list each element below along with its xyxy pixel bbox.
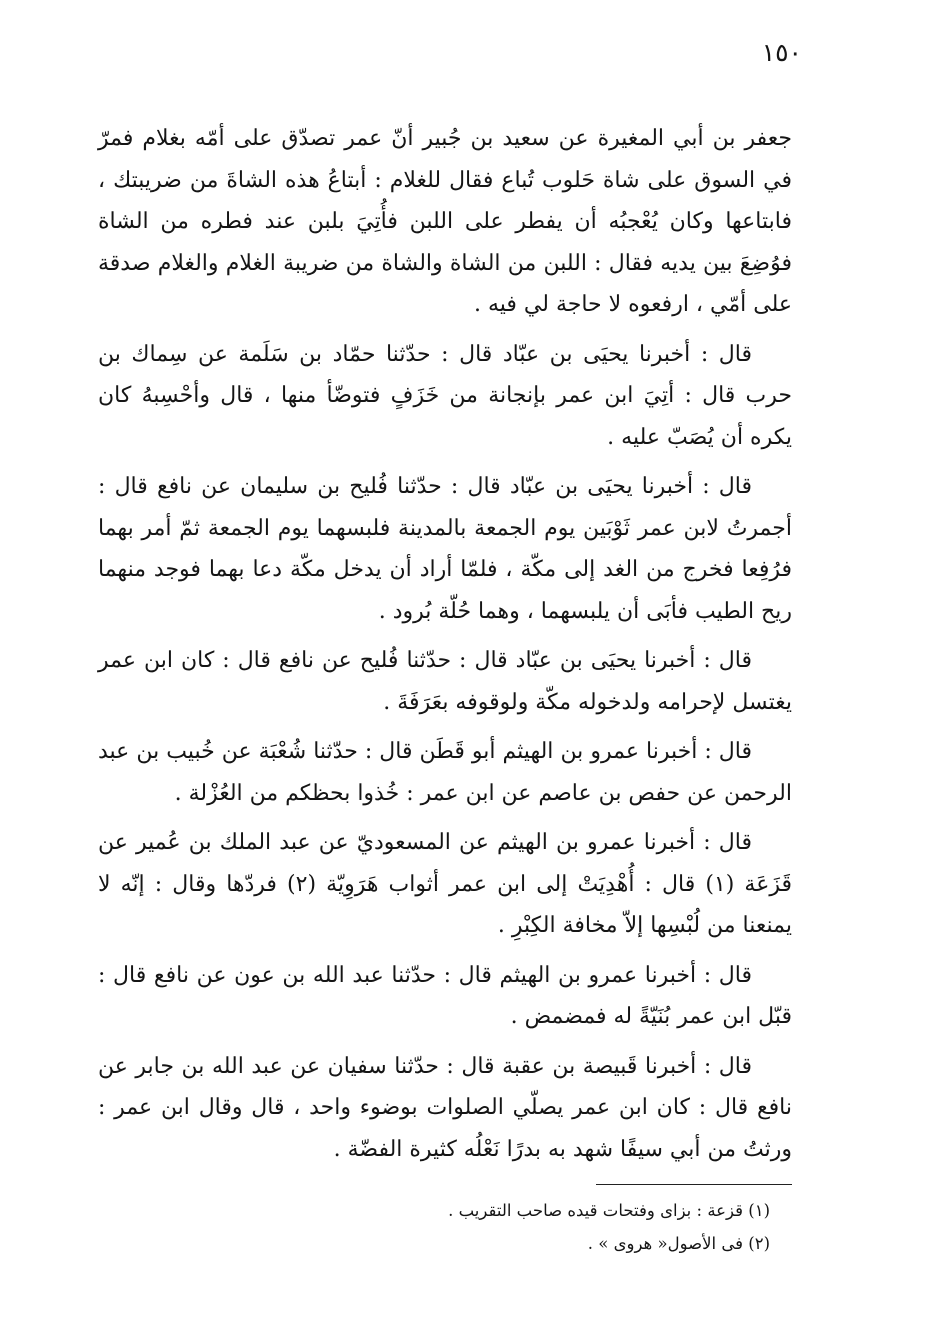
footnote: (١) قزعة : بزاى وفتحات قيده صاحب التقريب . [448, 1201, 770, 1220]
paragraph: قال : أخبرنا عمرو بن الهيثم أبو قَطَن قال : حدّثنا شُعْبَة عن خُبيب بن عبد الرحمن عن حفص بن عاصم عن ابن عمر : خُذوا بحظكم من العُزْلة . [98, 739, 792, 806]
footnote: (٢) فى الأصول« هروى » . [587, 1234, 770, 1253]
paragraph: قال : أخبرنا عمرو بن الهيثم عن المسعوديّ عن عبد الملك بن عُمير عن قَزَعَة (١) قال : أُهْدِيَتْ إلى ابن عمر أثواب هَرَوِيّة (٢) فردّها وقال : إنّه لا يمنعنا من لُبْسِها إلاّ مخافة الكِبْرِ . [98, 830, 793, 938]
paragraph: جعفر بن أبي المغيرة عن سعيد بن جُبير أنّ عمر تصدّق على أمّه بغلام فمرّ في السوق على شاة حَلوب تُباع فقال للغلام : أبتاعُ هذه الشاةَ من ضريبتك ، فابتاعها وكان يُعْجبُه أن يفطر على اللبن فأُتِيَ بلبن عند فطره من الشاة فوُضِعَ بين يديه فقال : اللبن من الشاة والشاة من ضريبة الغلام والغلام صدقة على أمّي ، ارفعوه لا حاجة لي فيه . [98, 126, 792, 317]
body-text [98, 118, 792, 1178]
footnotes [300, 1194, 770, 1260]
paragraph: قال : أخبرنا يحيَى بن عبّاد قال : حدّثنا فُليح عن نافع قال : كان ابن عمر يغتسل لإحرامه ولدخوله مكّة ولوقوفه بعَرَفَةَ . [98, 648, 792, 715]
footnote-divider [596, 1184, 792, 1185]
paragraph: قال : أخبرنا عمرو بن الهيثم قال : حدّثنا عبد الله بن عون عن نافع قال : قبّل ابن عمر بُنَيّةً له فمضمض . [98, 962, 792, 1029]
page-number: ١٥٠ [761, 38, 802, 67]
paragraph: قال : أخبرنا يحيَى بن عبّاد قال : حدّثنا حمّاد بن سَلَمة عن سِماك بن حرب قال : أتِيَ ابن عمر بإنجانة من خَزَفٍ فتوضّأ منها ، قال وأحْسِبهُ كان يكره أن يُصَبّ عليه . [98, 341, 792, 450]
paragraph: قال : أخبرنا قَبيصة بن عقبة قال : حدّثنا سفيان عن عبد الله بن جابر عن نافع قال : كان ابن عمر يصلّي الصلوات بوضوء واحد ، قال وقال ابن عمر : ورثتُ من أبي سيفًا شهد به بدرًا نَعْلُه كثيرة الفضّة . [98, 1053, 792, 1162]
paragraph: قال : أخبرنا يحيَى بن عبّاد قال : حدّثنا فُليح بن سليمان عن نافع قال : أجمرتُ لابن عمر ثَوْبَين يوم الجمعة بالمدينة فلبسهما يوم الجمعة ثمّ أمر بهما فرُفِعا فخرج من الغد إلى مكّة ، فلمّا أراد أن يدخل مكّة دعا بهما فوجد منهما ريح الطيب فأبَى أن يلبسهما ، وهما حُلّة بُرود . [98, 474, 792, 624]
